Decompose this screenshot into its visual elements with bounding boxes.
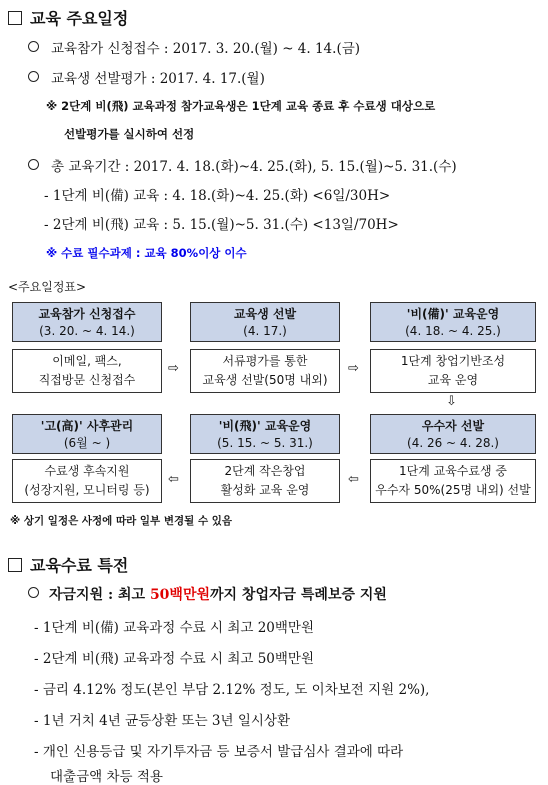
stage1-period: - 1단계 비(備) 교육 : 4. 18.(화)~4. 25.(화) <6일/30H> — [44, 188, 391, 204]
total-period: 총 교육기간 : 2017. 4. 18.(화)~4. 25.(화), 5. 15.(월)~5. 31.(수) — [28, 155, 457, 175]
schedule-table-caption: <주요일정표> — [8, 280, 87, 294]
arrow-left-icon: ⇦ — [348, 472, 359, 487]
circle-bullet-icon — [28, 159, 39, 170]
required-task-note: ※ 수료 필수과제 : 교육 80%이상 이수 — [46, 246, 247, 260]
card-application-header: 교육참가 신청접수 (3. 20. ~ 4. 14.) — [12, 302, 162, 342]
checkbox-square-icon — [8, 11, 22, 25]
arrow-right-icon: ⇨ — [168, 361, 179, 376]
benefit-bullet-1: - 1단계 비(備) 교육과정 수료 시 최고 20백만원 — [34, 620, 315, 636]
note-stage2-selection: ※ 2단계 비(飛) 교육과정 참가교육생은 1단계 교육 종료 후 수료생 대상으로 — [46, 99, 436, 113]
card-application-body: 이메일, 팩스, 직접방문 신청접수 — [12, 349, 162, 393]
circle-bullet-icon — [28, 71, 39, 82]
benefit-bullet-2: - 2단계 비(飛) 교육과정 수료 시 최고 50백만원 — [34, 651, 315, 667]
arrow-right-icon: ⇨ — [348, 361, 359, 376]
benefit-bullet-3: - 금리 4.12% 정도(본인 부담 2.12% 정도, 도 이차보전 지원 2%), — [34, 682, 430, 698]
card-stage1-header: '비(備)' 교육운영 (4. 18. ~ 4. 25.) — [370, 302, 536, 342]
card-stage2-body: 2단계 작은창업 활성화 교육 운영 — [190, 459, 340, 503]
section-title-schedule: 교육 주요일정 — [8, 6, 128, 29]
card-excellent-header: 우수자 선발 (4. 26 ~ 4. 28.) — [370, 414, 536, 454]
checkbox-square-icon — [8, 558, 22, 572]
note-stage2-selection-cont: 선발평가를 실시하여 선정 — [64, 127, 195, 141]
benefit-bullet-5-cont: 대출금액 차등 적용 — [50, 769, 163, 785]
stage2-period: - 2단계 비(飛) 교육 : 5. 15.(월)~5. 31.(수) <13일/70H> — [44, 217, 399, 233]
benefit-main: 자금지원 : 최고 50백만원까지 창업자금 특례보증 지원 — [28, 584, 387, 604]
card-stage1-body: 1단계 창업기반조성 교육 운영 — [370, 349, 536, 393]
card-stage2-header: '비(飛)' 교육운영 (5. 15. ~ 5. 31.) — [190, 414, 340, 454]
card-excellent-body: 1단계 교육수료생 중 우수자 50%(25명 내외) 선발 — [370, 459, 536, 503]
section-title-benefits: 교육수료 특전 — [8, 553, 128, 576]
arrow-down-icon: ⇩ — [446, 394, 457, 409]
circle-bullet-icon — [28, 41, 39, 52]
schedule-item-selection: 교육생 선발평가 : 2017. 4. 17.(월) — [28, 67, 265, 87]
benefit-bullet-4: - 1년 거치 4년 균등상환 또는 3년 일시상환 — [34, 713, 290, 729]
schedule-footnote: ※ 상기 일정은 사정에 따라 일부 변경될 수 있음 — [10, 515, 233, 527]
card-selection-header: 교육생 선발 (4. 17.) — [190, 302, 340, 342]
circle-bullet-icon — [28, 587, 39, 598]
card-selection-body: 서류평가를 통한 교육생 선발(50명 내외) — [190, 349, 340, 393]
card-followup-body: 수료생 후속지원 (성장지원, 모니터링 등) — [12, 459, 162, 503]
arrow-left-icon: ⇦ — [168, 472, 179, 487]
card-followup-header: '고(高)' 사후관리 (6월 ~ ) — [12, 414, 162, 454]
schedule-item-application: 교육참가 신청접수 : 2017. 3. 20.(월) ~ 4. 14.(금) — [28, 37, 360, 57]
benefit-bullet-5: - 개인 신용등급 및 자기투자금 등 보증서 발급심사 결과에 따라 — [34, 744, 404, 760]
